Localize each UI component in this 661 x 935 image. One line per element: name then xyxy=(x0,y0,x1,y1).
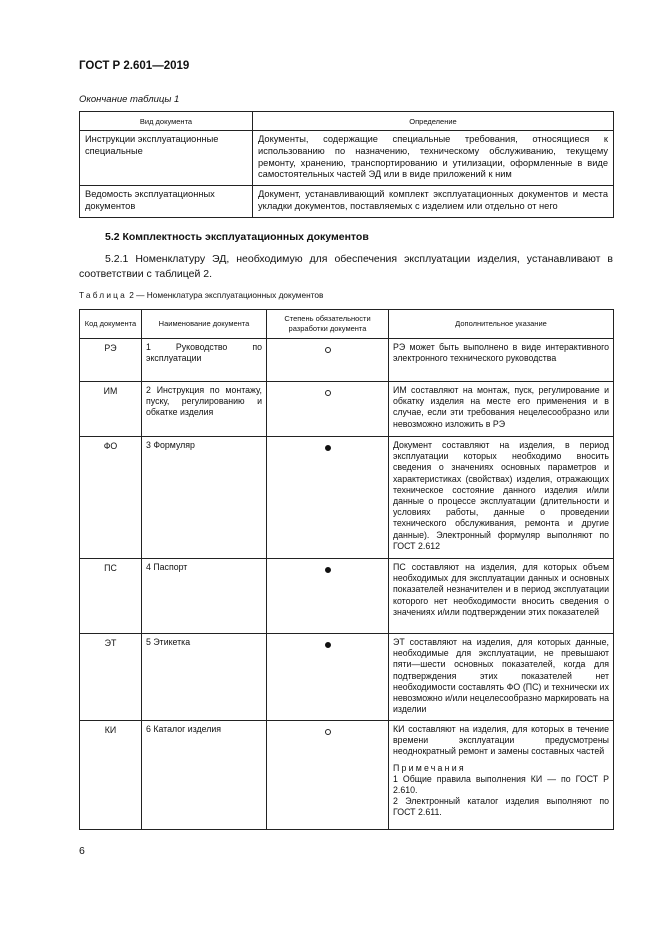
table-row xyxy=(80,131,614,186)
table2-cell-name: 4 Паспорт xyxy=(142,559,267,634)
table1-cell-definition: Документы, содержащие специальные требования, относящиеся к использованию по назначению, техническому обслуживанию, текущему ремонту, хранению, транспортированию и утилизации, оформленные в виде самостоятельных частей ЭД или в виде приложений к ним xyxy=(253,131,614,186)
table2-cell-note: Документ составляют на изделия, в период эксплуатации которых необходимо вносить сведения о значениях основных параметров и характеристиках (свойствах) изделия, отражающих техническое состояние данного изделия и/или данные о процессе эксплуатации (длительности и условиях работы, данные о проведении технического обслуживания, ремонта и другие данные). Электронный формуляр выполняют по ГОСТ 2.612 xyxy=(389,437,614,559)
table2-cell-code: РЭ xyxy=(80,339,142,382)
table2-cell-note: ЭТ составляют на изделия, для которых данные, необходимые для эксплуатации, не превышают пяти—шести основных показателей, когда для подтверждения этих показателей нет необходимости составлять ФО (ПС) и технически их невозможно и/или нецелесообразно маркировать на изделии xyxy=(389,634,614,721)
table-row xyxy=(80,186,614,218)
note-item: 2 Электронный каталог изделия выполняют по ГОСТ 2.611. xyxy=(393,796,609,818)
filled-circle-icon xyxy=(325,567,331,573)
hollow-circle-icon xyxy=(325,390,331,396)
table2-cell-name: 5 Этикетка xyxy=(142,634,267,721)
table2-cell-code: ИМ xyxy=(80,382,142,437)
page-number: 6 xyxy=(79,845,85,857)
table2-cell-note: ИМ составляют на монтаж, пуск, регулирование и обкатку изделия на месте его применения и в случае, если эти требования нецелесообразно или невозможно изложить в РЭ xyxy=(389,382,614,437)
filled-circle-icon xyxy=(325,445,331,451)
table-row xyxy=(80,437,614,559)
section-title: 5.2 Комплектность эксплуатационных документов xyxy=(105,231,369,243)
table-2 xyxy=(79,309,614,830)
table2-caption-word: Таблица xyxy=(79,290,127,300)
table-row xyxy=(80,339,614,382)
table2-cell-degree xyxy=(267,437,389,559)
table-row xyxy=(80,559,614,634)
table-row xyxy=(80,382,614,437)
table2-cell-note xyxy=(389,721,614,830)
table1-cell-name: Инструкции эксплуатационные специальные xyxy=(80,131,253,186)
table2-col-name: Наименование документа xyxy=(142,310,267,339)
table2-col-note: Дополнительное указание xyxy=(389,310,614,339)
table2-note-text: КИ составляют на изделия, для которых в течение времени эксплуатации предусмотрены неоднократный ремонт и замены составных частей xyxy=(393,724,609,757)
table2-header-row xyxy=(80,310,614,339)
table1-col-doc-type: Вид документа xyxy=(80,112,253,131)
table2-caption xyxy=(79,290,323,300)
table2-cell-degree xyxy=(267,634,389,721)
document-header: ГОСТ Р 2.601—2019 xyxy=(79,60,190,72)
table1-continuation-label: Окончание таблицы 1 xyxy=(79,94,180,105)
table2-cell-code: ФО xyxy=(80,437,142,559)
notes-title: Примечания xyxy=(393,762,466,773)
table2-caption-text: 2 — Номенклатура эксплуатационных документов xyxy=(126,290,324,300)
table2-cell-name: 2 Инструкция по монтажу, пуску, регулированию и обкатке изделия xyxy=(142,382,267,437)
table2-cell-code: ПС xyxy=(80,559,142,634)
table2-col-degree: Степень обязательности разработки документа xyxy=(267,310,389,339)
section-paragraph: 5.2.1 Номенклатуру ЭД, необходимую для обеспечения эксплуатации изделия, устанавливают в соответствии с таблицей 2. xyxy=(79,253,613,280)
table2-cell-note: ПС составляют на изделия, для которых объем необходимых для эксплуатации данных и основных показателей незначителен и в период эксплуатации которого нет необходимости вносить сведения о значениях и/или подтверждении этих показателей xyxy=(389,559,614,634)
table2-col-code: Код документа xyxy=(80,310,142,339)
filled-circle-icon xyxy=(325,642,331,648)
table1-header-row xyxy=(80,112,614,131)
table2-cell-code: КИ xyxy=(80,721,142,830)
table2-cell-degree xyxy=(267,382,389,437)
table2-cell-code: ЭТ xyxy=(80,634,142,721)
table-1 xyxy=(79,111,614,218)
table2-cell-name: 3 Формуляр xyxy=(142,437,267,559)
table2-cell-degree xyxy=(267,721,389,830)
table1-cell-name: Ведомость эксплуатационных документов xyxy=(80,186,253,218)
hollow-circle-icon xyxy=(325,729,331,735)
hollow-circle-icon xyxy=(325,347,331,353)
note-item: 1 Общие правила выполнения КИ — по ГОСТ Р 2.610. xyxy=(393,773,609,796)
table-row xyxy=(80,634,614,721)
table2-cell-degree xyxy=(267,559,389,634)
table2-cell-name: 6 Каталог изделия xyxy=(142,721,267,830)
table1-col-definition: Определение xyxy=(253,112,614,131)
table2-cell-degree xyxy=(267,339,389,382)
table2-cell-name: 1 Руководство по эксплуатации xyxy=(142,339,267,382)
table2-cell-note: РЭ может быть выполнено в виде интерактивного электронного технического руководства xyxy=(389,339,614,382)
table1-cell-definition: Документ, устанавливающий комплект эксплуатационных документов и места укладки документов, поставляемых с изделием или отдельно от него xyxy=(253,186,614,218)
table-row xyxy=(80,721,614,830)
